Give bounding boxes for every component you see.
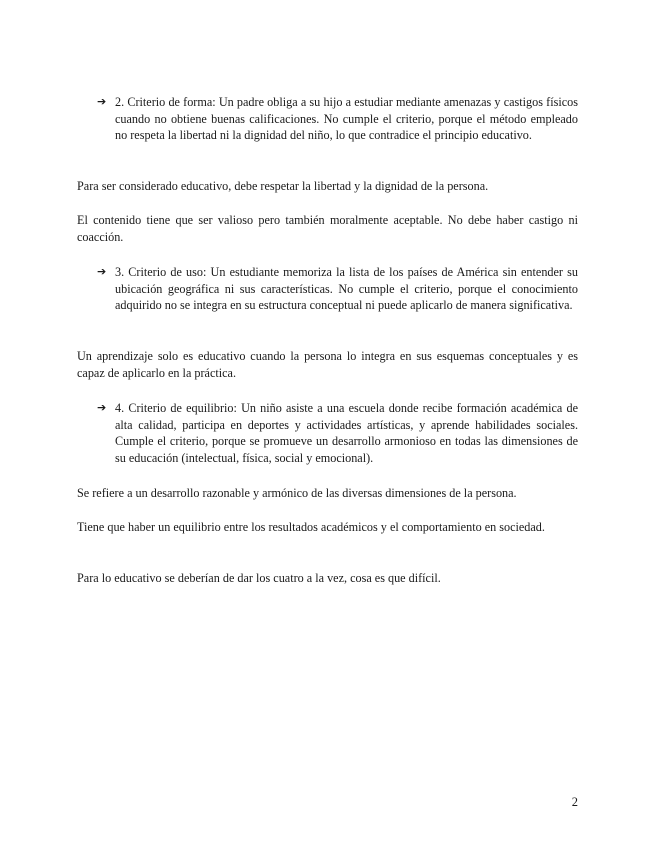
arrow-bullet-icon: ➔	[97, 95, 107, 108]
bullet-text: 2. Criterio de forma: Un padre obliga a su hijo a estudiar mediante amenazas y castigos físicos cuando no obtiene buenas calificaciones. No cumple el criterio, porque el método empleado no respeta la libertad ni la dignidad del niño, lo que contradice el principio educativo.	[115, 95, 578, 142]
paragraph: Para lo educativo se deberían de dar los cuatro a la vez, cosa es que difícil.	[77, 571, 441, 585]
paragraph: Se refiere a un desarrollo razonable y armónico de las diversas dimensiones de la persona.	[77, 486, 517, 500]
bullet-text: 4. Criterio de equilibrio: Un niño asiste a una escuela donde recibe formación académica de alta calidad, participa en deportes y actividades artísticas, y aprende habilidades sociales. Cumple el criterio, porque se promueve un desarrollo armonioso en todas las dimensiones de su educación (intelectual, física, social y emocional).	[115, 401, 578, 465]
arrow-bullet-icon: ➔	[97, 401, 107, 414]
paragraph: Tiene que haber un equilibrio entre los resultados académicos y el comportamiento en sociedad.	[77, 520, 545, 534]
paragraph: Un aprendizaje solo es educativo cuando la persona lo integra en sus esquemas conceptuales y es capaz de aplicarlo en la práctica.	[77, 349, 578, 380]
paragraph: El contenido tiene que ser valioso pero también moralmente aceptable. No debe haber castigo ni coacción.	[77, 213, 578, 244]
bullet-criterio-forma	[97, 94, 578, 144]
bullet-criterio-equilibrio	[97, 400, 578, 466]
paragraph: Para ser considerado educativo, debe respetar la libertad y la dignidad de la persona.	[77, 179, 489, 193]
bullet-text: 3. Criterio de uso: Un estudiante memoriza la lista de los países de América sin entender su ubicación geográfica ni sus características. No cumple el criterio, porque el conocimiento adquirido no se integra en su estructura conceptual ni puede aplicarlo de manera significativa.	[115, 265, 578, 312]
page-number: 2	[571, 795, 578, 809]
bullet-criterio-uso	[97, 264, 578, 314]
arrow-bullet-icon: ➔	[97, 265, 107, 278]
